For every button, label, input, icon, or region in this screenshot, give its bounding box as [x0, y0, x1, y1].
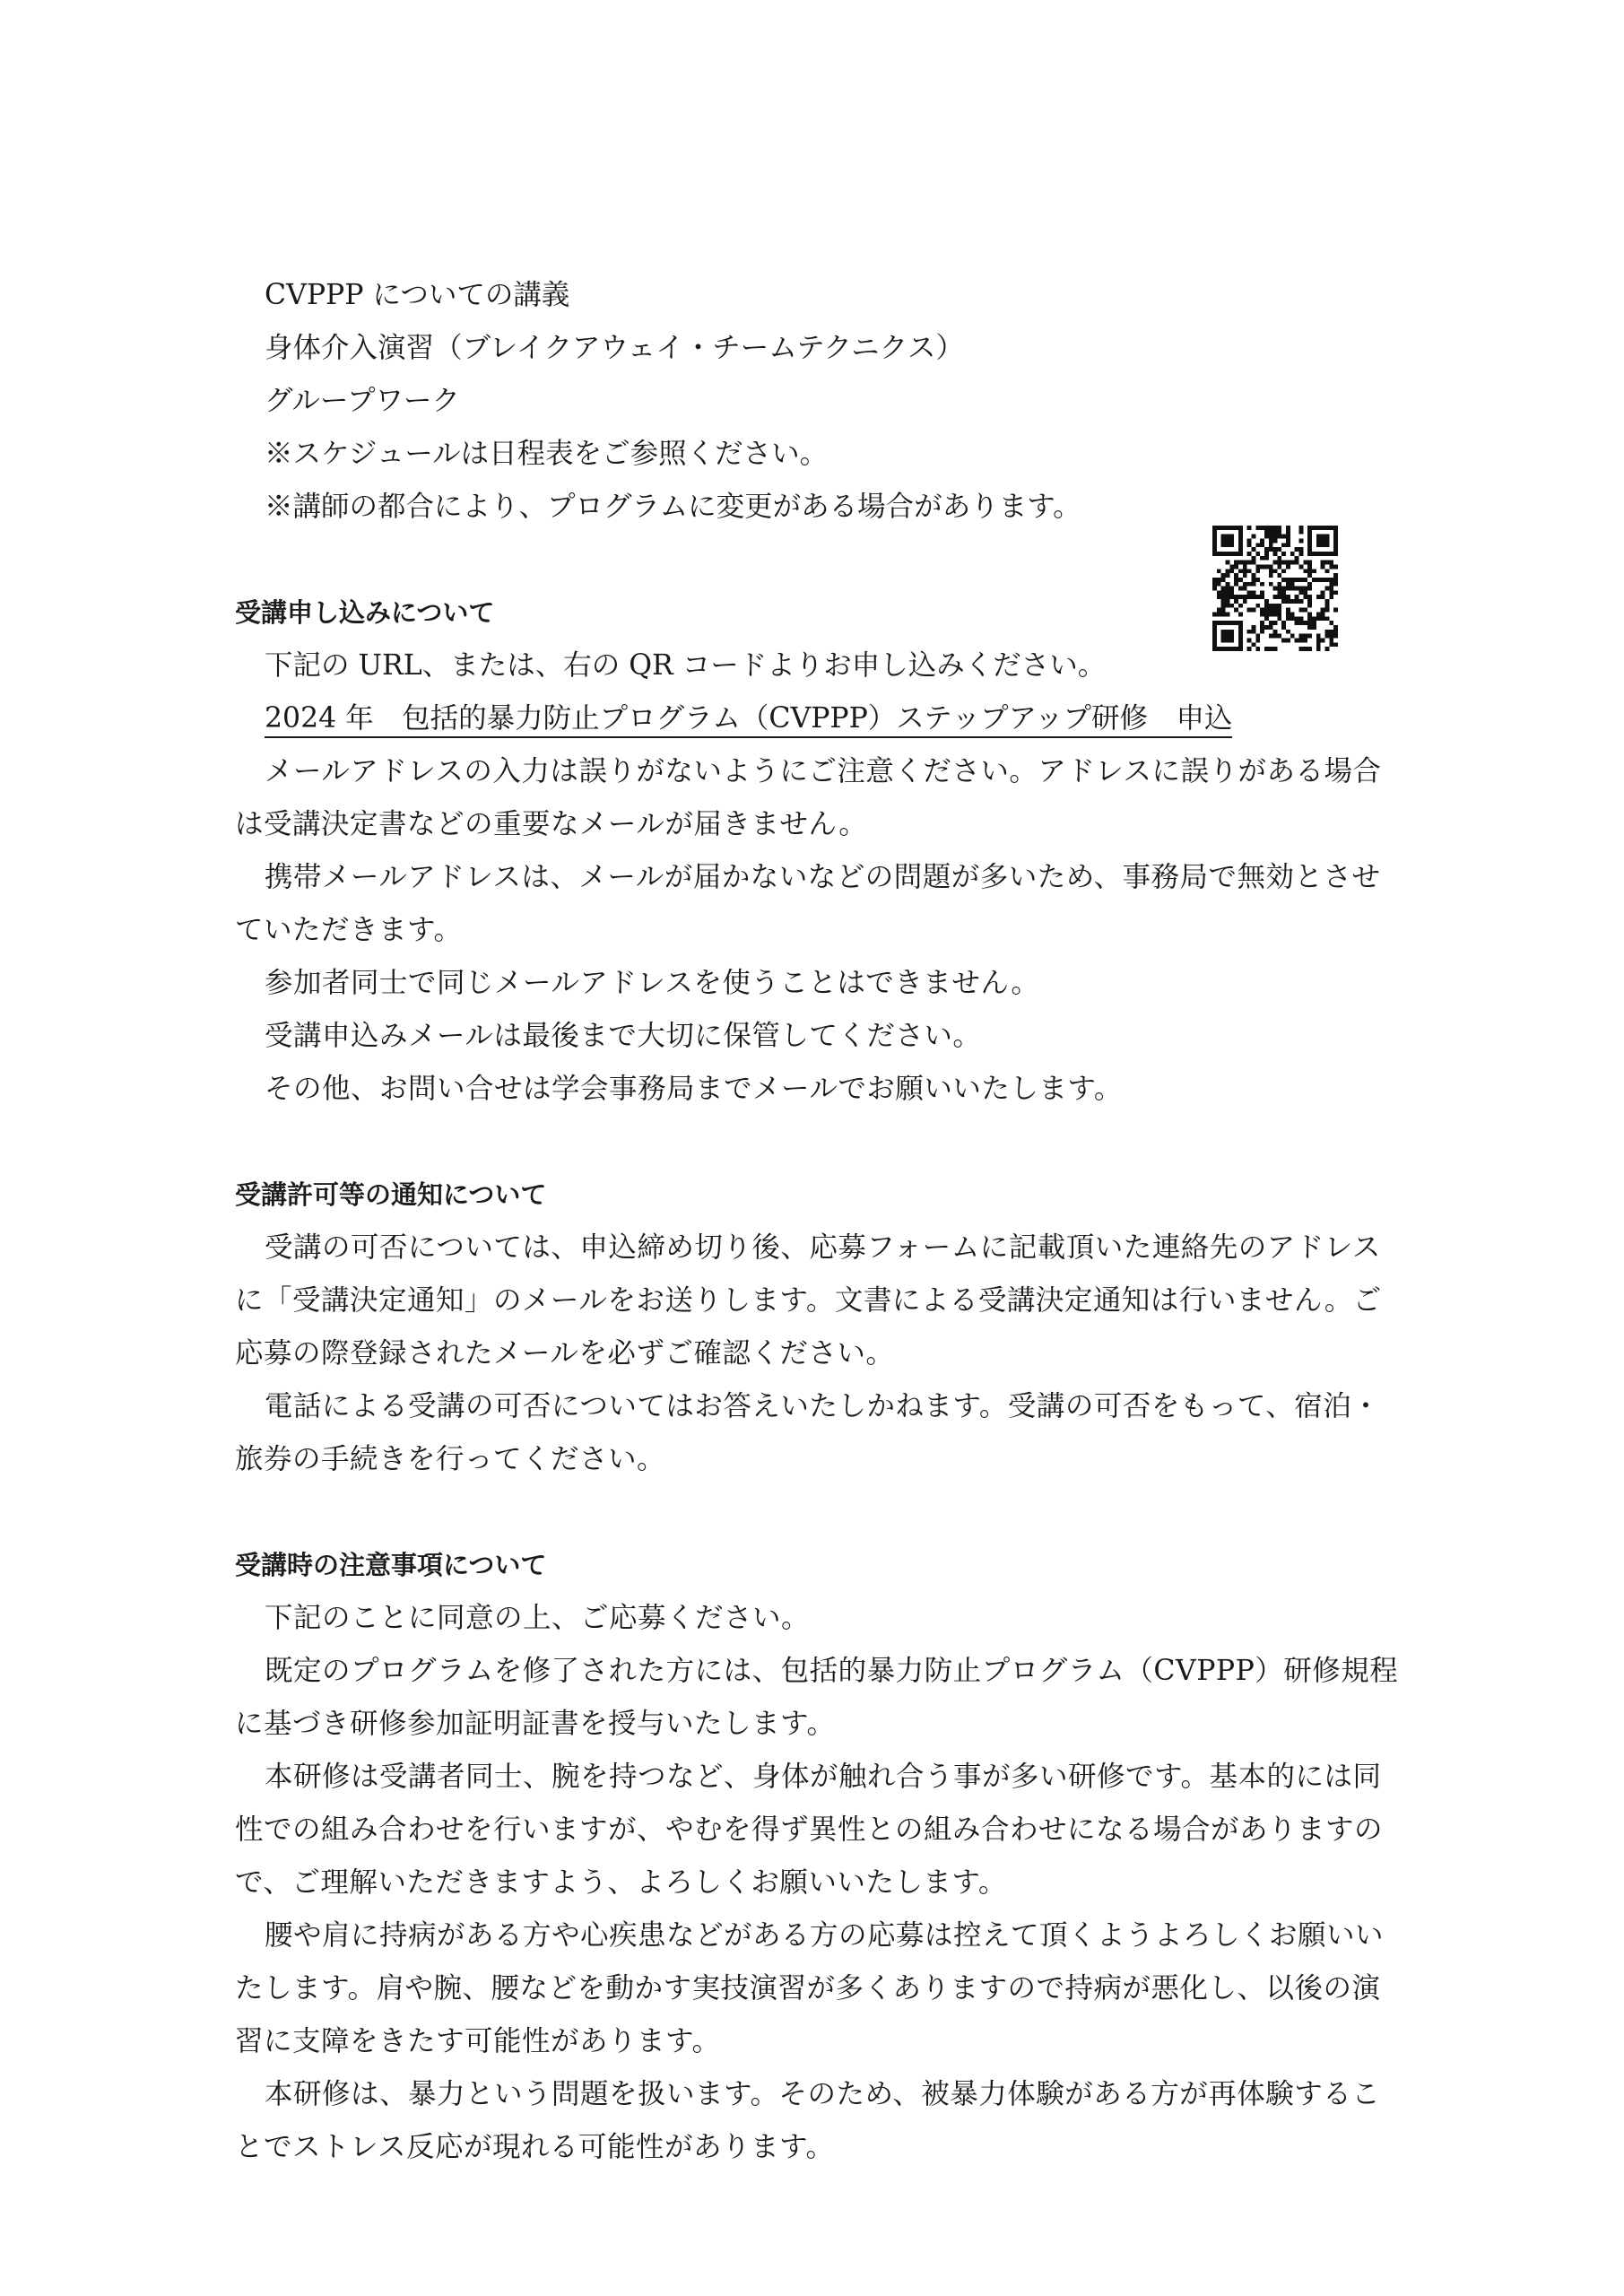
precautions-text-line: 本研修は、暴力という問題を扱います。そのため、被暴力体験がある方が再体験するこ	[265, 2078, 1381, 2110]
program-note: ※講師の都合により、プログラムに変更がある場合があります。	[265, 491, 1081, 523]
program-item: グループワーク	[265, 385, 460, 417]
precautions-text-line: 既定のプログラムを修了された方には、包括的暴力防止プログラム（CVPPP）研修規程	[265, 1655, 1399, 1687]
application-form-link[interactable]: 2024 年 包括的暴力防止プログラム（CVPPP）ステップアップ研修 申込	[265, 702, 1232, 738]
precautions-text-line: で、ご理解いただきますよう、よろしくお願いいたします。	[235, 1866, 1007, 1899]
application-text-line: メールアドレスの入力は誤りがないようにご注意ください。アドレスに誤りがある場合	[265, 755, 1382, 787]
program-note: ※スケジュールは日程表をご参照ください。	[265, 438, 829, 470]
notification-body	[235, 1222, 1401, 1486]
application-text-line: その他、お問い合せは学会事務局までメールでお願いいたします。	[265, 1073, 1123, 1105]
precautions-text-line: とでストレス反応が現れる可能性があります。	[235, 2131, 835, 2163]
application-body	[235, 745, 1401, 1116]
notification-text-line: 受講の可否については、申込締め切り後、応募フォームに記載頂いた連絡先のアドレス	[265, 1231, 1381, 1264]
notification-section	[235, 1169, 1401, 1486]
application-text-line: は受講決定書などの重要なメールが届きません。	[235, 808, 868, 840]
application-heading: 受講申し込みについて	[235, 597, 495, 628]
precautions-body	[235, 1592, 1401, 2174]
application-text-line: 携帯メールアドレスは、メールが届かないなどの問題が多いため、事務局で無効とさせ	[265, 861, 1381, 893]
application-text-line: 参加者同士で同じメールアドレスを使うことはできません。	[265, 967, 1040, 999]
notification-text-line: 電話による受講の可否についてはお答えいたしかねます。受講の可否をもって、宿泊・	[265, 1390, 1381, 1422]
precautions-text-line: 習に支障をきたす可能性があります。	[235, 2025, 721, 2057]
notification-text-line: に「受講決定通知」のメールをお送りします。文書による受講決定通知は行いません。ご	[235, 1284, 1382, 1317]
precautions-section	[235, 1539, 1401, 2174]
application-text-line: 受講申込みメールは最後まで大切に保管してください。	[265, 1020, 982, 1052]
notification-text-line: 応募の際登録されたメールを必ずご確認ください。	[235, 1337, 895, 1370]
spacer	[235, 1486, 1401, 1539]
precautions-heading: 受講時の注意事項について	[235, 1550, 547, 1580]
application-link-line	[235, 692, 1401, 745]
spacer	[235, 1116, 1401, 1169]
notification-heading: 受講許可等の通知について	[235, 1179, 547, 1210]
notification-text-line: 旅券の手続きを行ってください。	[235, 1443, 666, 1475]
program-list	[235, 269, 1401, 534]
precautions-text-line: に基づき研修参加証明証書を授与いたします。	[235, 1708, 836, 1740]
precautions-text-line: 本研修は受講者同士、腕を持つなど、身体が触れ合う事が多い研修です。基本的には同	[265, 1761, 1382, 1793]
precautions-text-line: 腰や肩に持病がある方や心疾患などがある方の応募は控えて頂くようよろしくお願いい	[265, 1919, 1385, 1952]
application-text-line: ていただきます。	[235, 914, 463, 946]
precautions-text-line: 下記のことに同意の上、ご応募ください。	[265, 1602, 811, 1634]
application-intro: 下記の URL、または、右の QR コードよりお申し込みください。	[265, 649, 1107, 682]
qr-code-icon[interactable]	[1212, 526, 1338, 651]
precautions-text-line: たします。肩や腕、腰などを動かす実技演習が多くありますので持病が悪化し、以後の演	[235, 1972, 1381, 2005]
application-section	[235, 587, 1401, 1116]
program-item: 身体介入演習（ブレイクアウェイ・チームテクニクス）	[265, 332, 964, 364]
program-item: CVPPP についての講義	[265, 279, 570, 311]
precautions-text-line: 性での組み合わせを行いますが、やむを得ず異性との組み合わせになる場合がありますの	[235, 1813, 1384, 1846]
